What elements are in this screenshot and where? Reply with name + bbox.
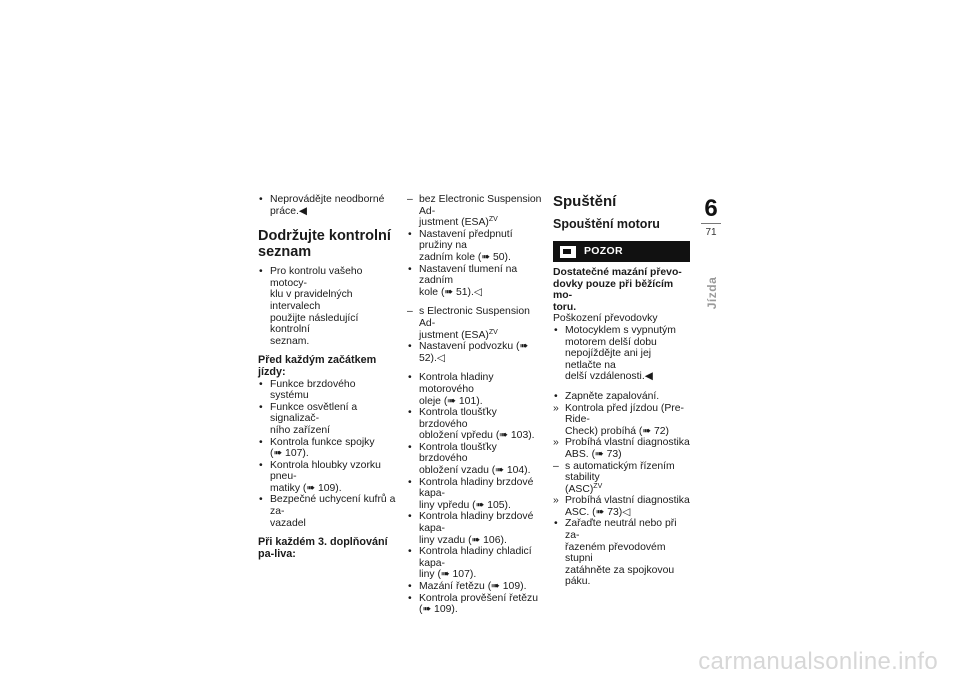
list-item: • Kontrola hladiny brzdové kapa- liny vzadu (➠ 106).	[407, 511, 545, 546]
column-3	[553, 194, 690, 588]
chapter-number: 6	[704, 195, 718, 222]
list-item: • Funkce brzdového systému	[258, 379, 396, 402]
result-item: » Kontrola před jízdou (Pre-Ride- Check) probíhá (➠ 72)	[553, 403, 690, 438]
list-item: • Kontrola hloubky vzorku pneu- matiky (➠ 109).	[258, 460, 396, 495]
list-item: • Bezpečné uchycení kufrů a za- vazadel	[258, 494, 396, 529]
subsection-heading: Spouštění motoru	[553, 217, 660, 231]
checklist-heading: Dodržujte kontrolní seznam	[258, 228, 391, 260]
list-item: • Kontrola hladiny motorového oleje (➠ 101).	[407, 372, 545, 407]
watermark: carmanualsonline.info	[698, 648, 938, 675]
result-item: » Probíhá vlastní diagnostika ASC. (➠ 73)◁	[553, 495, 690, 518]
step-item: • Zařaďte neutrál nebo při za- řazeném převodovém stupni zatáhněte za spojkovou páku.	[553, 518, 690, 588]
before-ride-heading: Před každým začátkem jízdy:	[258, 354, 377, 378]
warning-text: Poškození převodovky	[553, 313, 658, 325]
list-item: • Nastavení podvozku (➠ 52).◁	[407, 341, 545, 364]
list-item: • Nastavení tlumení na zadním kole (➠ 51).◁	[407, 264, 545, 299]
checklist-intro: • Pro kontrolu vašeho motocy- klu v pravidelných intervalech použijte následující kontrolní seznam.	[258, 266, 396, 347]
warning-bullet: • Motocyklem s vypnutým motorem delší dobu nepojíždějte ani jej netlačte na delší vzdálenosti.◀	[553, 325, 690, 383]
page-number: 71	[705, 227, 717, 238]
result-item: » Probíhá vlastní diagnostika ABS. (➠ 73)	[553, 437, 690, 460]
variant-asc: – s automatickým řízením stability (ASC)$^{ZV}$	[553, 461, 690, 496]
list-item: • Kontrola funkce spojky (➠ 107).	[258, 437, 396, 460]
list-item: • Mazání řetězu (➠ 109).	[407, 581, 545, 593]
warning-label: POZOR	[584, 244, 623, 257]
list-item: • Nastavení předpnutí pružiny na zadním kole (➠ 50).	[407, 229, 545, 264]
warning-title: Dostatečné mazání převo- dovky pouze při běžícím mo- toru.	[553, 267, 682, 313]
list-item: • Kontrola hladiny chladicí kapa- liny (➠ 107).	[407, 546, 545, 581]
column-2	[407, 194, 545, 616]
warning-icon	[560, 246, 576, 258]
step-item: • Zapněte zapalování.	[553, 391, 690, 403]
variant-without-esa: – bez Electronic Suspension Ad- justment (ESA)$^{ZV}$	[407, 194, 545, 229]
warning-banner	[553, 241, 690, 262]
list-item: • Kontrola tloušťky brzdového obložení vpředu (➠ 103).	[407, 407, 545, 442]
refuel-heading: Při každém 3. doplňování pa-liva:	[258, 536, 388, 560]
list-item: • Kontrola prověšení řetězu (➠ 109).	[407, 593, 545, 616]
variant-with-esa: – s Electronic Suspension Ad- justment (ESA)$^{ZV}$	[407, 306, 545, 341]
chapter-title: Jízda	[705, 276, 719, 310]
intro-bullet: • Neprovádějte neodborné práce.◀	[258, 194, 396, 217]
column-1	[258, 194, 396, 560]
list-item: • Kontrola tloušťky brzdového obložení vzadu (➠ 104).	[407, 442, 545, 477]
chapter-divider	[701, 223, 721, 224]
list-item: • Funkce osvětlení a signalizač- ního zařízení	[258, 402, 396, 437]
list-item: • Kontrola hladiny brzdové kapa- liny vpředu (➠ 105).	[407, 477, 545, 512]
section-heading: Spuštění	[553, 193, 617, 210]
